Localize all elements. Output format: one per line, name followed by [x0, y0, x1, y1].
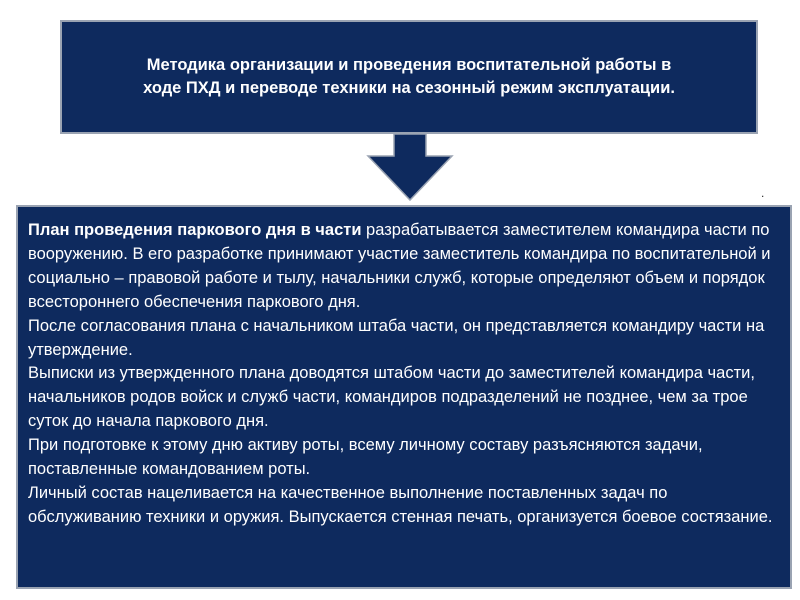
title-line-2: ходе ПХД и переводе техники на сезонный режим эксплуатации.: [143, 79, 675, 97]
paragraph-3: Выписки из утвержденного плана доводятся штабом части до заместителей командира части, начальников родов войск и служб части, командиров подразделений не позднее, чем за трое суток до начала паркового дня.: [28, 364, 755, 431]
content-text: [28, 219, 776, 530]
paragraph-4: При подготовке к этому дню активу роты, всему личному составу разъясняются задачи, поставленные командованием роты.: [28, 436, 703, 479]
paragraph-5: Личный состав нацеливается на качественное выполнение поставленных задач по обслуживанию техники и оружия. Выпускается стенная печать, организуется боевое состязание.: [28, 483, 773, 526]
paragraph-1: [28, 219, 776, 315]
paragraph-1-bold: План проведения паркового дня в части: [28, 221, 362, 239]
title-box: [60, 20, 758, 134]
content-box: [16, 205, 792, 589]
title-line-1: Методика организации и проведения воспитательной работы в: [146, 56, 672, 74]
down-arrow-icon: [364, 134, 456, 202]
paragraph-2: После согласования плана с начальником штаба части, он представляется командиру части на утверждение.: [28, 316, 765, 359]
page-title: [143, 54, 675, 100]
paragraph-1-rest: разрабатывается заместителем командира части по вооружению. В его разработке принимают участие заместитель командира по воспитательной и социально – правовой работе и тылу, начальники служб, которые определяют объем и порядок всестороннего обеспечения паркового дня.: [28, 221, 771, 311]
stray-dot: .: [761, 186, 765, 200]
